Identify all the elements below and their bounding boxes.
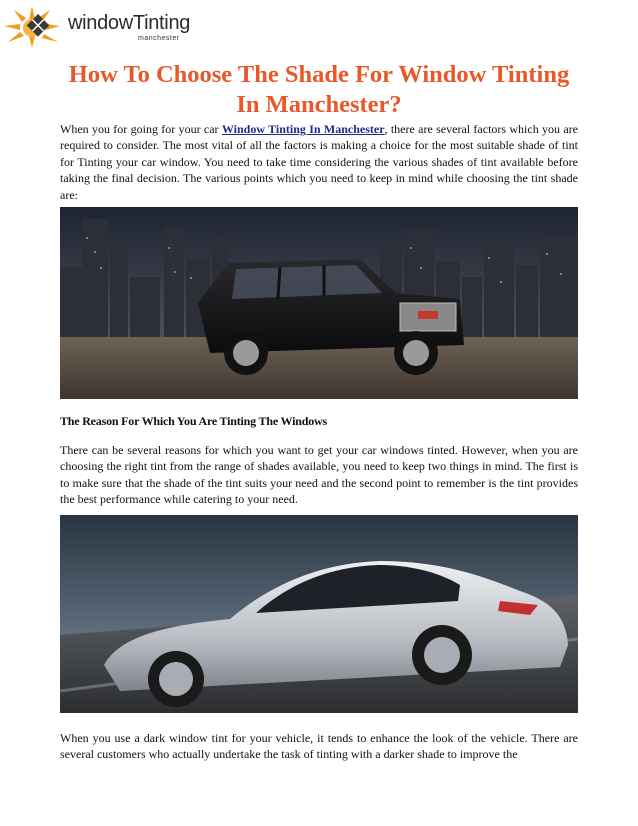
intro-paragraph	[60, 121, 578, 203]
logo-brand: windowTinting	[68, 12, 191, 34]
section-heading: The Reason For Which You Are Tinting The Windows	[60, 414, 327, 428]
logo-subtitle: manchester	[138, 35, 180, 42]
sun-logo-icon	[2, 4, 66, 50]
silver-coupe-image	[60, 515, 578, 713]
closing-paragraph: When you use a dark window tint for your vehicle, it tends to enhance the look of the vehicle. There are several customers who actually undertake the task of tinting with a darker shade to improve the	[60, 731, 578, 762]
intro-text-end: , there are several factors which you are required to consider. The most vital of all the factors is making a choice for the most suitable shade of tint for Tinting your car window. You need to take time considering the various shades of tint available before taking the final decision. The various points which you need to keep in mind while choosing the tint shade are:	[60, 122, 579, 202]
page-title: How To Choose The Shade For Window Tinting In Manchester?	[68, 61, 570, 118]
intro-text-start: When you for going for your car	[60, 122, 222, 136]
body-paragraph: There can be several reasons for which you want to get your car windows tinted. However, when you are choosing the right tint from the range of shades available, you need to keep two things in mind. The first is to make sure that the shade of the tint suits your need and the second point to remember is the tint provides the best performance while catering to your need.	[60, 443, 578, 507]
logo	[2, 4, 202, 50]
window-tinting-link[interactable]: Window Tinting In Manchester	[221, 122, 385, 136]
suv-night-city-image	[60, 207, 578, 399]
